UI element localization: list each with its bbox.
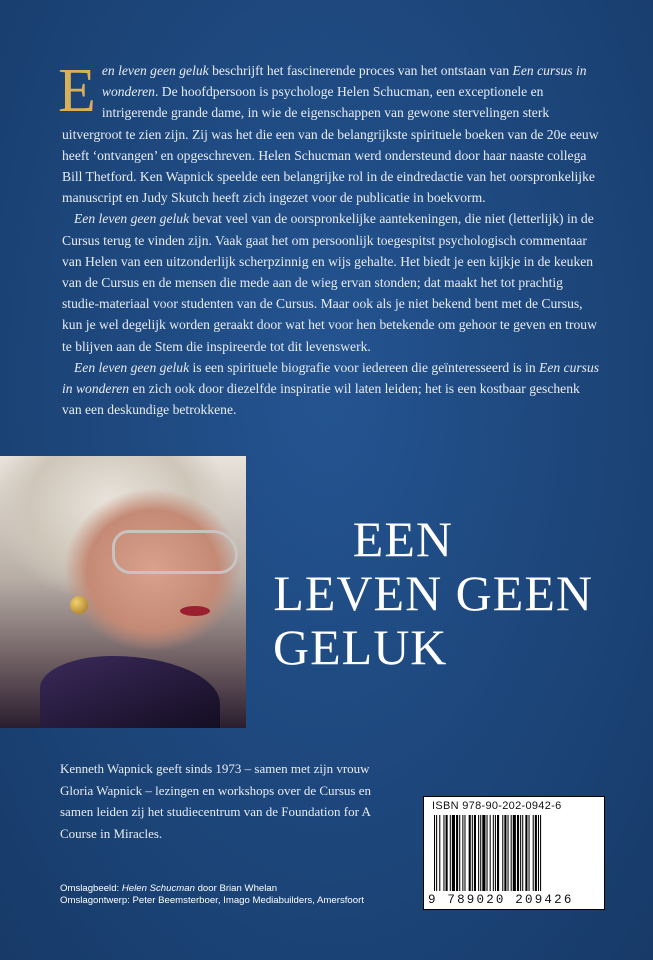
barcode-bar [439,815,440,891]
barcode-bar [452,815,455,891]
title-line-3: GELUK [273,619,448,675]
scarf-shape [40,656,220,728]
isbn-label: ISBN 978-90-202-0942-6 [432,800,562,812]
barcode-bar [493,815,494,891]
barcode-bar [450,815,451,891]
barcode-bar [535,815,537,891]
isbn-barcode [423,796,605,910]
barcode-bar [478,815,479,891]
barcode-bar [487,815,488,891]
credit-image-suffix: door Brian Whelan [194,883,278,894]
barcode-bar [495,815,496,891]
blurb-paragraph-3 [62,357,602,421]
barcode-bar [517,815,519,891]
mouth-shape [180,606,210,616]
barcode-bar [474,815,476,891]
italic-run-0: en leven geen geluk [101,63,209,78]
barcode-bar [462,815,463,891]
barcode-bar [540,815,541,891]
text-run-3: en zich ook door diezelfde inspiratie wil laten leiden; het is een kostbaar geschenk van een deskundige betrokkene. [62,381,580,418]
barcode-bar [464,815,465,891]
barcode-bar [497,815,499,891]
barcode-bar [436,815,437,891]
earring-shape [70,596,88,614]
barcode-bar [538,815,539,891]
glasses-shape [112,530,238,574]
credit-image-prefix: Omslagbeeld: [60,883,122,894]
text-run-1: is een spirituele biografie voor iedereen die geïnteresseerd is in [189,359,540,375]
italic-run-0: Een leven geen geluk [74,359,190,375]
barcode-bar [502,815,503,891]
blurb-paragraph-1 [58,57,602,208]
barcode-bar [533,815,534,891]
credit-image [60,883,460,895]
barcode-bar [443,815,444,891]
cover-credits [60,883,460,907]
italic-run-2: Een cursus in wonderen [62,359,600,397]
barcode-bar [482,815,485,891]
barcode-bar [446,815,448,891]
barcode-bar [490,815,491,891]
barcode-bar [513,815,516,891]
portrait-photo [0,456,246,728]
barcode-digits: 9 789020 209426 [428,893,574,907]
back-cover-blurb [58,57,602,420]
barcode-bar [525,815,527,891]
barcode-bar [459,815,460,891]
text-run-1: beschrijft het fascinerende proces van het ontstaan van [208,63,513,78]
title-line-1: EEN [352,511,453,567]
italic-run-0: Een leven geen geluk [74,211,190,227]
credit-design: Omslagontwerp: Peter Beemsterboer, Imago Mediabuilders, Amersfoort [60,895,364,906]
barcode-bar [480,815,481,891]
credit-image-title: Helen Schucman [121,883,195,894]
author-bio: Kenneth Wapnick geeft sinds 1973 – samen met zijn vrouw Gloria Wapnick – lezingen en workshops over de Cursus en samen leiden zij het studiecentrum van de Foundation for A Course in Miracles. [60,761,372,841]
title-line-2: LEVEN GEEN [273,565,593,621]
drop-cap: E [58,57,96,125]
text-run-1: bevat veel van de oorspronkelijke aantekeningen, die niet (letterlijk) in de Cursus terug te vinden zijn. Vaak gaat het om persoonlijk toegespitst psychologisch commentaar van Helen van een uitzonderlijk scherpzinnig en wijs gehalte. Het biedt je een kijkje in de keuken van de Cursus en de mensen die mede aan de wieg ervan stonden; dat maakt het tot prachtig studie-materiaal voor studenten van de Cursus. Maar ook als je niet bekend bent met de Cursus, kun je wel degelijk worden geraakt door wat het voor hen betekende om gehoor te geven en trouw te blijven aan de Stem die inspireerde tot dit levenswerk. [62,211,597,354]
barcode-bar [434,815,435,891]
barcode-bar [529,815,530,891]
text-run-3: . De hoofdpersoon is psychologe Helen Schucman, een exceptionele en intrigerende grande dame, in wie de eigenschappen van gewone stervelingen sterk uitvergroot te zien zijn. Zij was het die een van de belangrijkste spirituele boeken van de 20e eeuw heeft ‘ontvangen’ en opgeschreven. Helen Schucman werd ondersteund door haar naaste collega Bill Thetford. Ken Wapnick speelde een belangrijke rol in de eindredactie van het oorspronkelijke manuscript en Judy Skutch heeft zich ingezet voor de publicatie in boekvorm. [62,84,599,206]
italic-run-2: Een cursus in wonderen [101,63,587,100]
barcode-bar [456,815,458,891]
barcode-bar [520,815,521,891]
blurb-p1-content [62,63,599,205]
barcode-bar [508,815,509,891]
blurb-p2-content [62,211,597,353]
barcode-bar [504,815,506,891]
barcode-bar [511,815,512,891]
barcode-bar [472,815,473,891]
book-title [233,512,593,674]
barcode-bars [432,815,596,891]
blurb-p3-content [62,360,599,417]
barcode-bar [522,815,523,891]
barcode-bar [469,815,471,891]
blurb-paragraph-2 [62,208,602,356]
